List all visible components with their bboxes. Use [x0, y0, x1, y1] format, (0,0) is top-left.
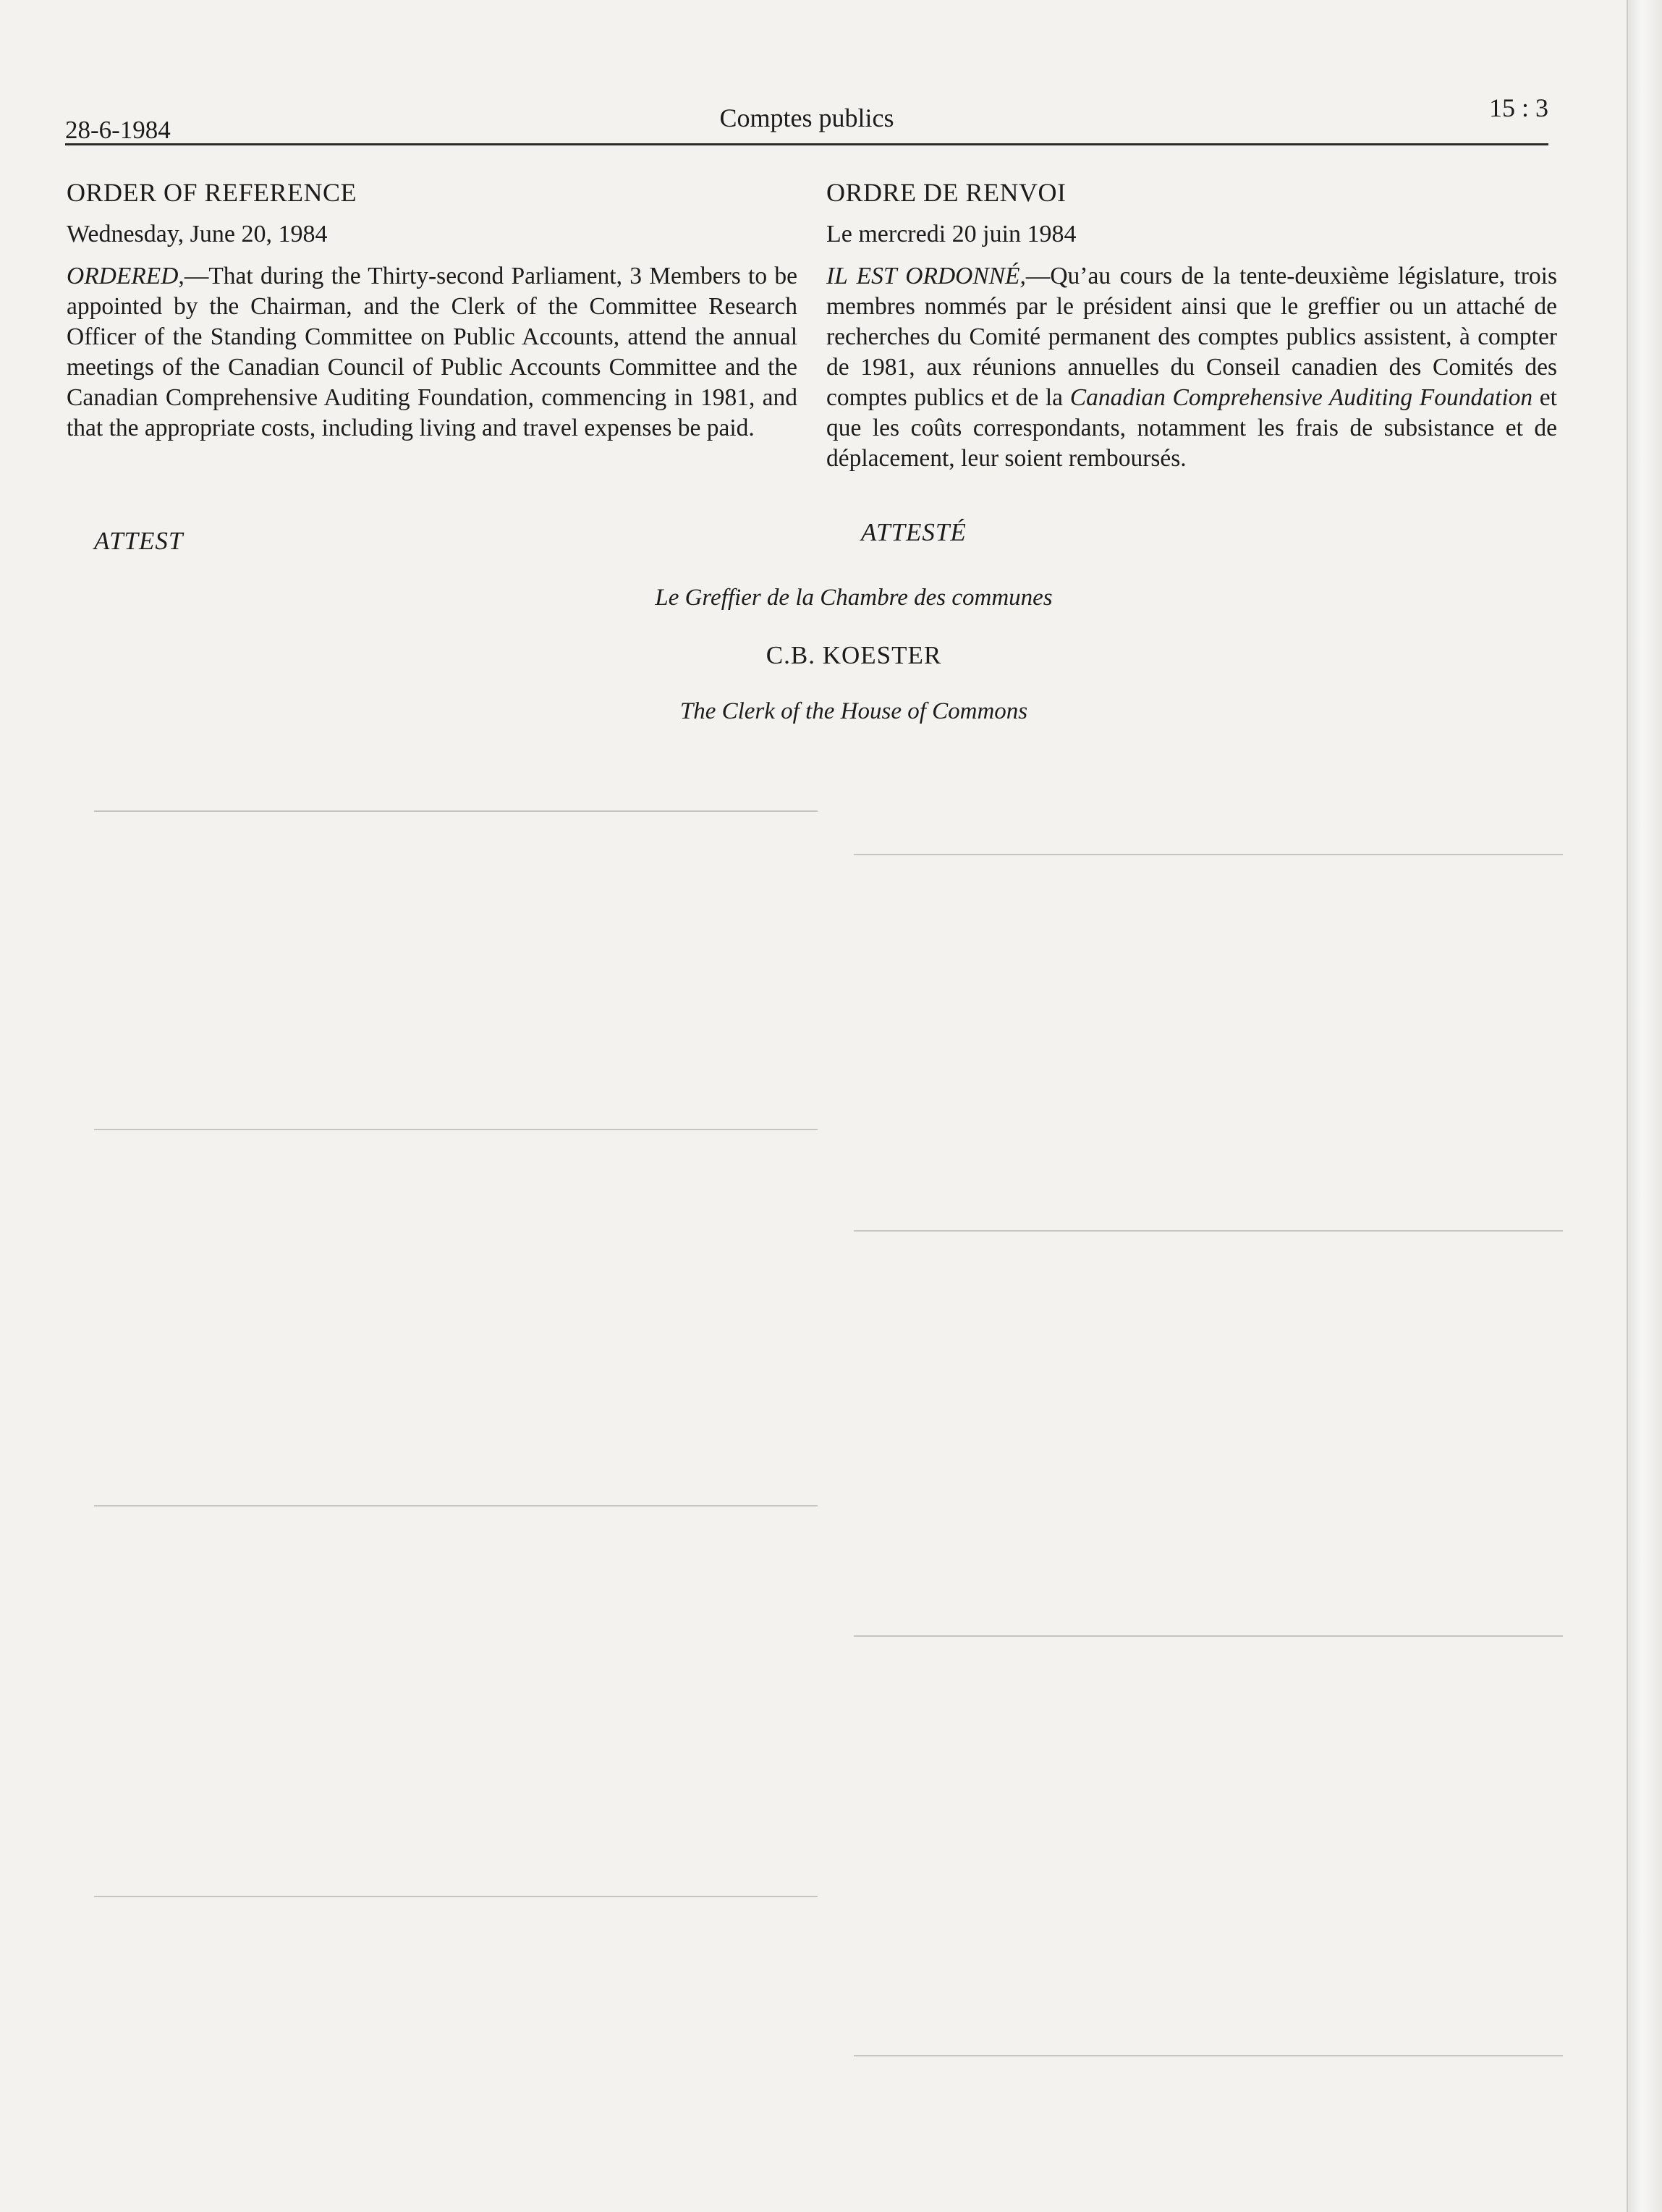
french-order-body-2: et que les coûts correspondants, notamment les frais de subsistance et de déplacement, leur soient remboursés.	[826, 384, 1557, 472]
french-order-body-1: —Qu’au cours de la tente-deuxième législature, trois membres nommés par le président ainsi que le greffier ou un attaché de recherches du Comité permanent des comptes publics assistent, à compter de 1981, aux réunions annuelles du Conseil canadien des Comités des comptes publics et de la	[826, 263, 1557, 411]
show-through-texture	[94, 1505, 818, 1507]
header-title: Comptes publics	[719, 103, 894, 132]
french-order-text	[826, 261, 1557, 474]
clerk-name: C.B. KOESTER	[766, 641, 942, 669]
header-date: 28-6-1984	[65, 116, 171, 144]
french-order-body-italic: Canadian Comprehensive Auditing Foundation	[1069, 384, 1533, 411]
french-column	[826, 177, 1557, 474]
ordre-de-renvoi-heading: ORDRE DE RENVOI	[826, 178, 1067, 207]
show-through-texture	[94, 1129, 818, 1130]
header-page-number: 15 : 3	[1488, 93, 1548, 122]
french-date: Le mercredi 20 juin 1984	[826, 221, 1077, 247]
show-through-texture	[94, 810, 818, 812]
greffier-title: Le Greffier de la Chambre des communes	[655, 585, 1053, 611]
page-edge	[1627, 0, 1662, 2212]
atteste-label: ATTESTÉ	[861, 518, 967, 546]
english-order-text	[67, 261, 797, 444]
show-through-texture	[854, 1635, 1563, 1637]
show-through-texture	[854, 2055, 1563, 2056]
english-order-body: —That during the Thirty-second Parliament, 3 Members to be appointed by the Chairman, and the Clerk of the Committee Research Officer of the Standing Committee on Public Accounts, attend the annual meetings of the Canadian Council of Public Accounts Committee and the Canadian Comprehensive Auditing Foundation, commencing in 1981, and that the appropriate costs, including living and travel expenses be paid.	[67, 263, 797, 441]
show-through-texture	[854, 854, 1563, 855]
order-of-reference-heading: ORDER OF REFERENCE	[67, 178, 357, 207]
clerk-title: The Clerk of the House of Commons	[679, 698, 1028, 724]
show-through-texture	[94, 1896, 818, 1897]
page-header	[65, 87, 1548, 145]
ordonne-lead: IL EST ORDONNÉ,	[826, 263, 1026, 289]
ordered-lead: ORDERED,	[67, 263, 185, 289]
attest-label: ATTEST	[94, 527, 184, 555]
english-column	[67, 177, 797, 444]
english-date: Wednesday, June 20, 1984	[67, 221, 328, 247]
show-through-texture	[854, 1230, 1563, 1232]
